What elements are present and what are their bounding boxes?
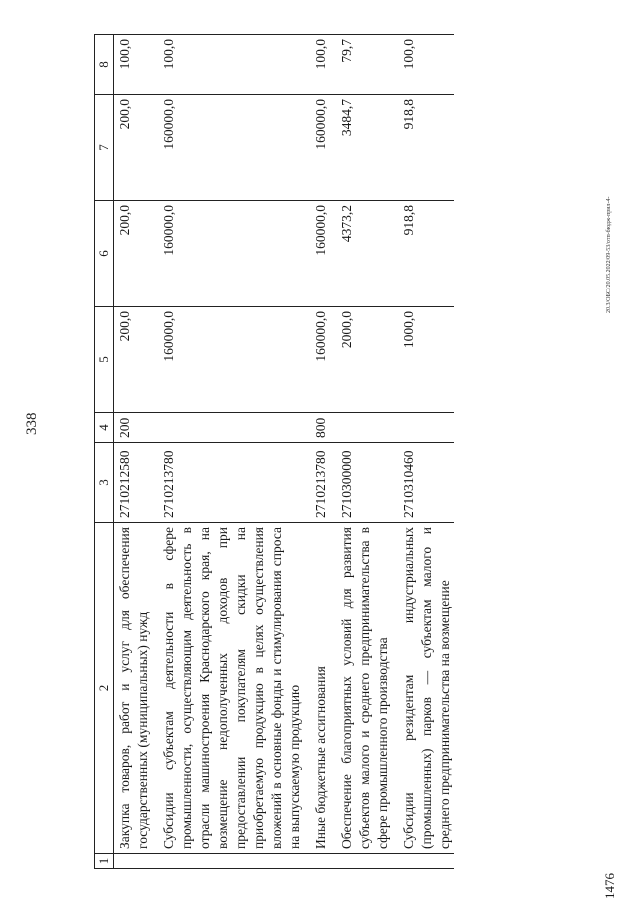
cell-value: 160000,0 <box>158 307 310 413</box>
cell-num <box>114 854 159 869</box>
budget-table <box>94 34 454 869</box>
cell-percent: 100,0 <box>158 35 310 95</box>
page-number: 338 <box>24 412 40 435</box>
cell-type: 200 <box>114 413 159 443</box>
column-header: 5 <box>95 307 114 413</box>
column-header: 7 <box>95 95 114 201</box>
cell-name: Субсидии резидентам индустриальных (промышленных) парков — субъектам малого и среднего предпринимательства на возмещение <box>398 523 454 854</box>
cell-value: 2000,0 <box>336 307 398 413</box>
cell-type <box>158 413 310 443</box>
cell-value: 3484,7 <box>336 95 398 201</box>
cell-code: 2710213780 <box>158 443 310 523</box>
cell-value: 918,8 <box>398 95 454 201</box>
cell-code: 2710213780 <box>310 443 336 523</box>
cell-code: 2710300000 <box>336 443 398 523</box>
cell-name: Иные бюджетные ассигнования <box>310 523 336 854</box>
cell-value: 160000,0 <box>158 201 310 307</box>
cell-percent: 100,0 <box>398 35 454 95</box>
cell-value: 200,0 <box>114 201 159 307</box>
cell-value: 4373,2 <box>336 201 398 307</box>
column-header: 6 <box>95 201 114 307</box>
column-header: 3 <box>95 443 114 523</box>
table-row <box>336 35 398 869</box>
column-header: 1 <box>95 854 114 869</box>
sheet-number: 1476 <box>602 873 617 899</box>
cell-percent: 79,7 <box>336 35 398 95</box>
cell-value: 160000,0 <box>310 95 336 201</box>
cell-num <box>310 854 336 869</box>
cell-value: 160000,0 <box>310 307 336 413</box>
header-row <box>95 35 114 869</box>
cell-value: 200,0 <box>114 95 159 201</box>
cell-value: 1000,0 <box>398 307 454 413</box>
cell-name: Субсидии субъектам деятельности в сфере промышленности, осуществляющим деятельность в отрасли машиностроения Краснодарского края, на возмещение недополученных доходов при предоставлении покупателям скидки на приобретаемую продукцию в целях осуществления вложений в основные фонды и стимулирования спроса на выпускаемую продукцию <box>158 523 310 854</box>
column-header: 4 <box>95 413 114 443</box>
cell-percent: 100,0 <box>310 35 336 95</box>
table-row <box>158 35 310 869</box>
cell-name: Обеспечение благоприятных условий для развития субъектов малого и среднего предпринимательства в сфере промышленного производства <box>336 523 398 854</box>
cell-code: 2710212580 <box>114 443 159 523</box>
cell-type: 800 <box>310 413 336 443</box>
cell-num <box>398 854 454 869</box>
cell-value: 200,0 <box>114 307 159 413</box>
cell-percent: 100,0 <box>114 35 159 95</box>
table-row <box>310 35 336 869</box>
cell-num <box>336 854 398 869</box>
cell-code: 2710310460 <box>398 443 454 523</box>
cell-value: 160000,0 <box>310 201 336 307</box>
column-header: 2 <box>95 523 114 854</box>
table-row <box>398 35 454 869</box>
cell-value: 160000,0 <box>158 95 310 201</box>
document-code: 20.3/ОБС/20.05.2022/09-53/отп-бюдж-прил-4- <box>606 196 612 313</box>
cell-name: Закупка товаров, работ и услуг для обеспечения государственных (муниципальных) нужд <box>114 523 159 854</box>
cell-num <box>158 854 310 869</box>
cell-value: 918,8 <box>398 201 454 307</box>
cell-type <box>398 413 454 443</box>
column-header: 8 <box>95 35 114 95</box>
cell-type <box>336 413 398 443</box>
table-row <box>114 35 159 869</box>
